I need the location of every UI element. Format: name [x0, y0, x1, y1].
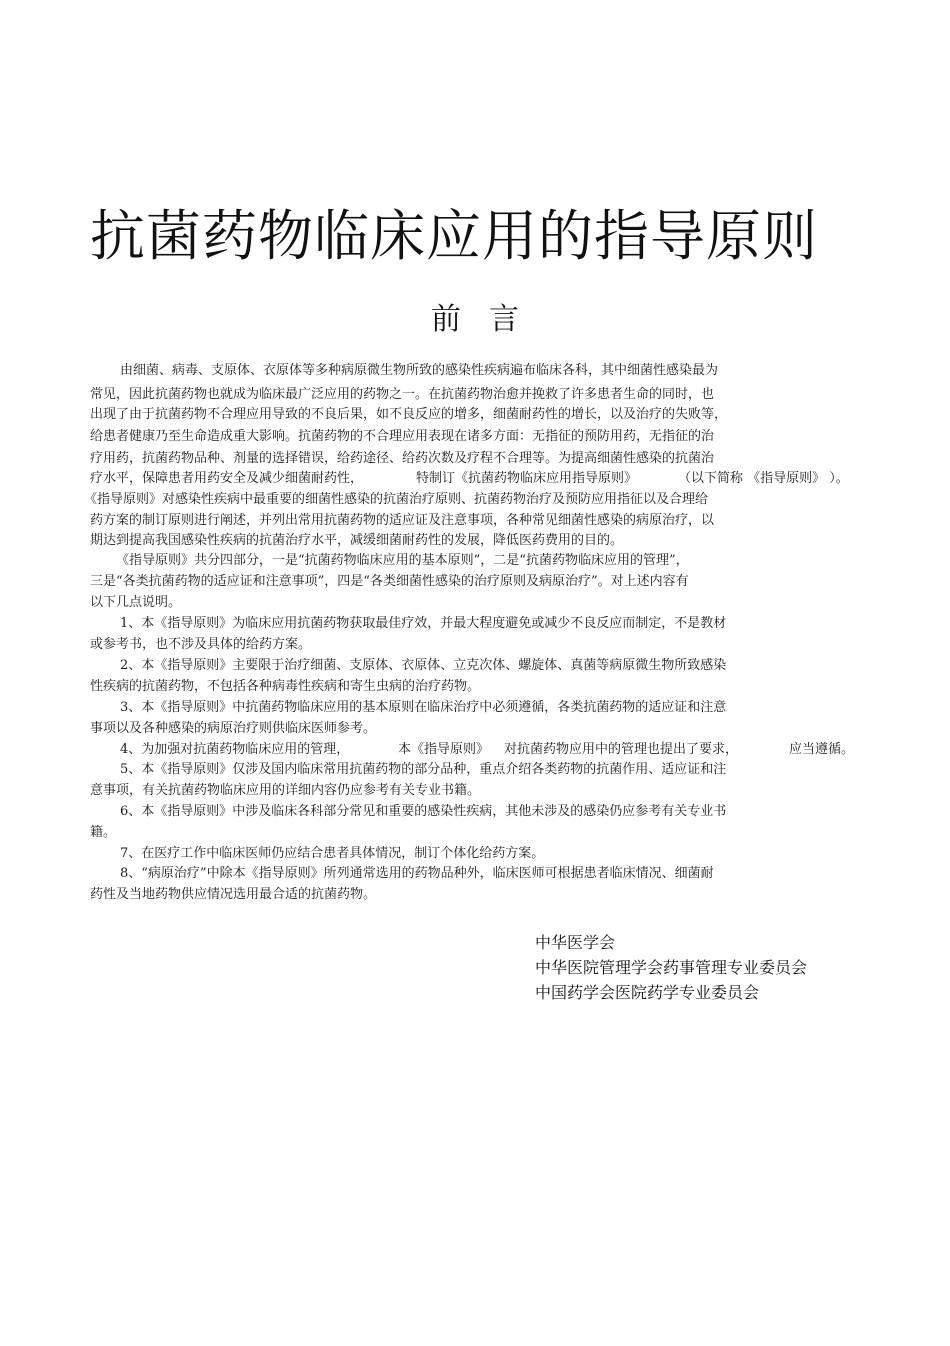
paragraph-line: 5、本《指导原则》仅涉及国内临床常用抗菌药物的部分品种，重点介绍各类药物的抗菌作用、适应证和注 — [120, 762, 727, 777]
paragraph-line: 《指导原则》对感染性疾病中最重要的细菌性感染的抗菌治疗原则、抗菌药物治疗及预防应用指征以及合理给 — [84, 492, 709, 507]
signature-organization: 中华医学会 — [535, 933, 616, 952]
paragraph-line-fragment: （以下简称 《指导原则》 ）。 — [678, 471, 849, 486]
paragraph-line: 药方案的制订原则进行阐述，并列出常用抗菌药物的适应证及注意事项，各种常见细菌性感染的病原治疗，以 — [90, 513, 715, 528]
paragraph-line: 由细菌、病毒、支原体、衣原体等多种病原微生物所致的感染性疾病遍布临床各科，其中细菌性感染最为 — [120, 363, 719, 378]
paragraph-line-fragment: 本《指导原则》 — [398, 742, 490, 757]
paragraph-line: 常见，因此抗菌药物也就成为临床最广泛应用的药物之一。在抗菌药物治愈并挽救了许多患者生命的同时，也 — [90, 387, 715, 402]
paragraph-line: 药性及当地药物供应情况选用最合适的抗菌药物。 — [90, 887, 377, 902]
paragraph-line: 2、本《指导原则》主要限于治疗细菌、支原体、衣原体、立克次体、螺旋体、真菌等病原微生物所致感染 — [120, 658, 727, 673]
paragraph-line: 期达到提高我国感染性疾病的抗菌治疗水平，减缓细菌耐药性的发展，降低医药费用的目的。 — [90, 533, 624, 548]
paragraph-line-fragment: 特制订《抗菌药物临床应用指导原则》 — [416, 471, 638, 486]
signature-organization: 中国药学会医院药学专业委员会 — [535, 983, 760, 1002]
paragraph-line: 1、本《指导原则》为临床应用抗菌药物获取最佳疗效，并最大程度避免或减少不良反应而制定，不是教材 — [120, 616, 727, 631]
paragraph-line: 性疾病的抗菌药物，不包括各种病毒性疾病和寄生虫病的治疗药物。 — [90, 679, 481, 694]
signature-organization: 中华医院管理学会药事管理专业委员会 — [535, 958, 808, 977]
signature-block — [535, 930, 875, 1005]
paragraph-line: 3、本《指导原则》中抗菌药物临床应用的基本原则在临床治疗中必须遵循，各类抗菌药物的适应证和注意 — [120, 700, 727, 715]
paragraph-line: 给患者健康乃至生命造成重大影响。抗菌药物的不合理应用表现在诸多方面：无指征的预防用药，无指征的治 — [90, 429, 715, 444]
paragraph-line: 6、本《指导原则》中涉及临床各科部分常见和重要的感染性疾病，其他未涉及的感染仍应参考有关专业书 — [120, 804, 727, 819]
paragraph-line: 以下几点说明。 — [90, 595, 182, 610]
paragraph-line-fragment: 4、为加强对抗菌药物临床应用的管理， — [120, 742, 350, 757]
paragraph-line: 出现了由于抗菌药物不合理应用导致的不良后果，如不良反应的增多，细菌耐药性的增长，以及治疗的失败等， — [90, 407, 728, 422]
paragraph-line-fragment: 应当遵循。 — [789, 742, 855, 757]
paragraph-line: 三是“各类抗菌药物的适应证和注意事项”，四是“各类细菌性感染的治疗原则及病原治疗”。对上述内容有 — [90, 574, 689, 589]
paragraph-line-fragment: 对抗菌药物应用中的管理也提出了要求， — [504, 742, 739, 757]
paragraph-line-fragment: 疗水平，保障患者用药安全及减少细菌耐药性， — [90, 471, 364, 486]
paragraph-line: 意事项，有关抗菌药物临床应用的详细内容仍应参考有关专业书籍。 — [90, 783, 481, 798]
paragraph-line: 或参考书，也不涉及具体的给药方案。 — [90, 637, 312, 652]
paragraph-line: 8、“病原治疗”中除本《指导原则》所列通常选用的药物品种外，临床医师可根据患者临床情况、细菌耐 — [120, 866, 714, 881]
preface-heading-text: 前 言 — [431, 302, 519, 337]
document-title: 抗菌药物临床应用的指导原则 — [90, 204, 819, 268]
paragraph-line: 籍。 — [90, 825, 117, 840]
paragraph-line: 《指导原则》共分四部分，一是“抗菌药物临床应用的基本原则”，二是“抗菌药物临床应用的管理”， — [116, 553, 689, 568]
paragraph-line: 7、在医疗工作中临床医师仍应结合患者具体情况，制订个体化给药方案。 — [120, 846, 545, 861]
paragraph-line: 事项以及各种感染的病原治疗则供临床医师参考。 — [90, 721, 377, 736]
paragraph-line: 疗用药，抗菌药物品种、剂量的选择错误，给药途径、给药次数及疗程不合理等。为提高细菌性感染的抗菌治 — [90, 451, 715, 466]
